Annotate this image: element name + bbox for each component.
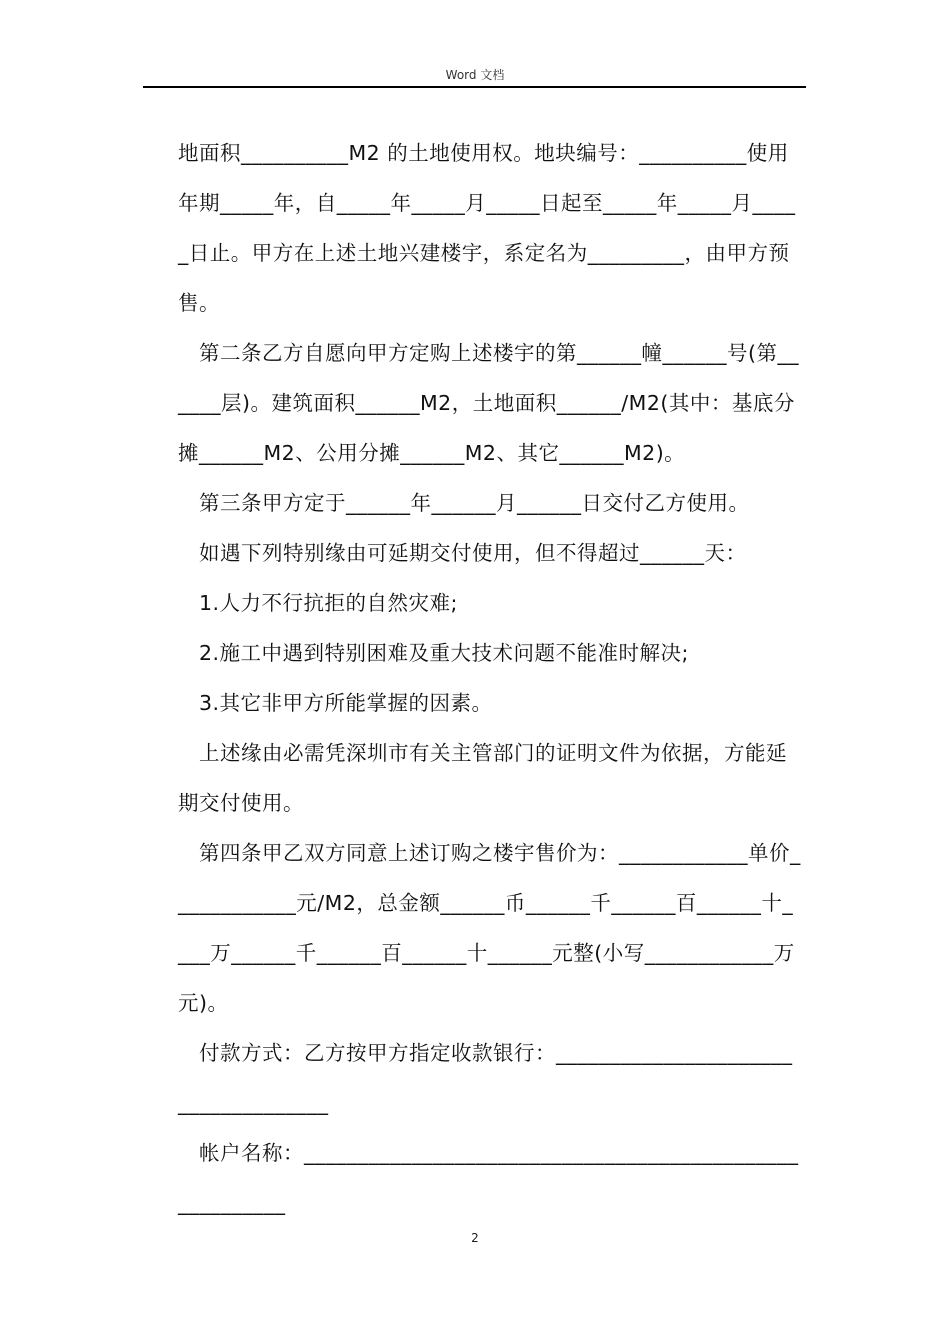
paragraph-article-4: 第四条甲乙双方同意上述订购之楼宇售价为：____________单价____________元/M2，总金额______币______千______百______十____万______千______百______十______元整(小写____________万元)。 (178, 841, 801, 1015)
paragraph-article-2: 第二条乙方自愿向甲方定购上述楼宇的第______幢______号(第______层)。建筑面积______M2，土地面积______/M2(其中：基底分摊______M2、公用分摊______M2、其它______M2)。 (178, 341, 799, 465)
paragraph-delay-conditions: 如遇下列特别缘由可延期交付使用，但不得超过______天： (199, 541, 747, 565)
page-header: Word 文档 (445, 68, 505, 82)
paragraph-land-use: 地面积__________M2 的土地使用权。地块编号：__________使用年期_____年，自_____年_____月_____日起至_____年_____月_____日止。甲方在上述土地兴建楼宇，系定名为_________，由甲方预售。 (178, 141, 796, 315)
page-number: 2 (471, 1231, 479, 1245)
paragraph-payment-method: 付款方式：乙方按甲方指定收款银行：____________________________________ (178, 1041, 793, 1115)
document-body (178, 128, 802, 1228)
header-rule (143, 86, 806, 88)
paragraph-account-name: 帐户名称：________________________________________________________ (178, 1141, 799, 1215)
list-item: 2.施工中遇到特别困难及重大技术问题不能准时解决; (199, 641, 689, 665)
list-item: 1.人力不行抗拒的自然灾难; (199, 591, 458, 615)
list-item: 3.其它非甲方所能掌握的因素。 (199, 691, 493, 715)
paragraph-article-3: 第三条甲方定于______年______月______日交付乙方使用。 (199, 491, 750, 515)
paragraph-delay-proof: 上述缘由必需凭深圳市有关主管部门的证明文件为依据，方能延期交付使用。 (178, 741, 787, 815)
